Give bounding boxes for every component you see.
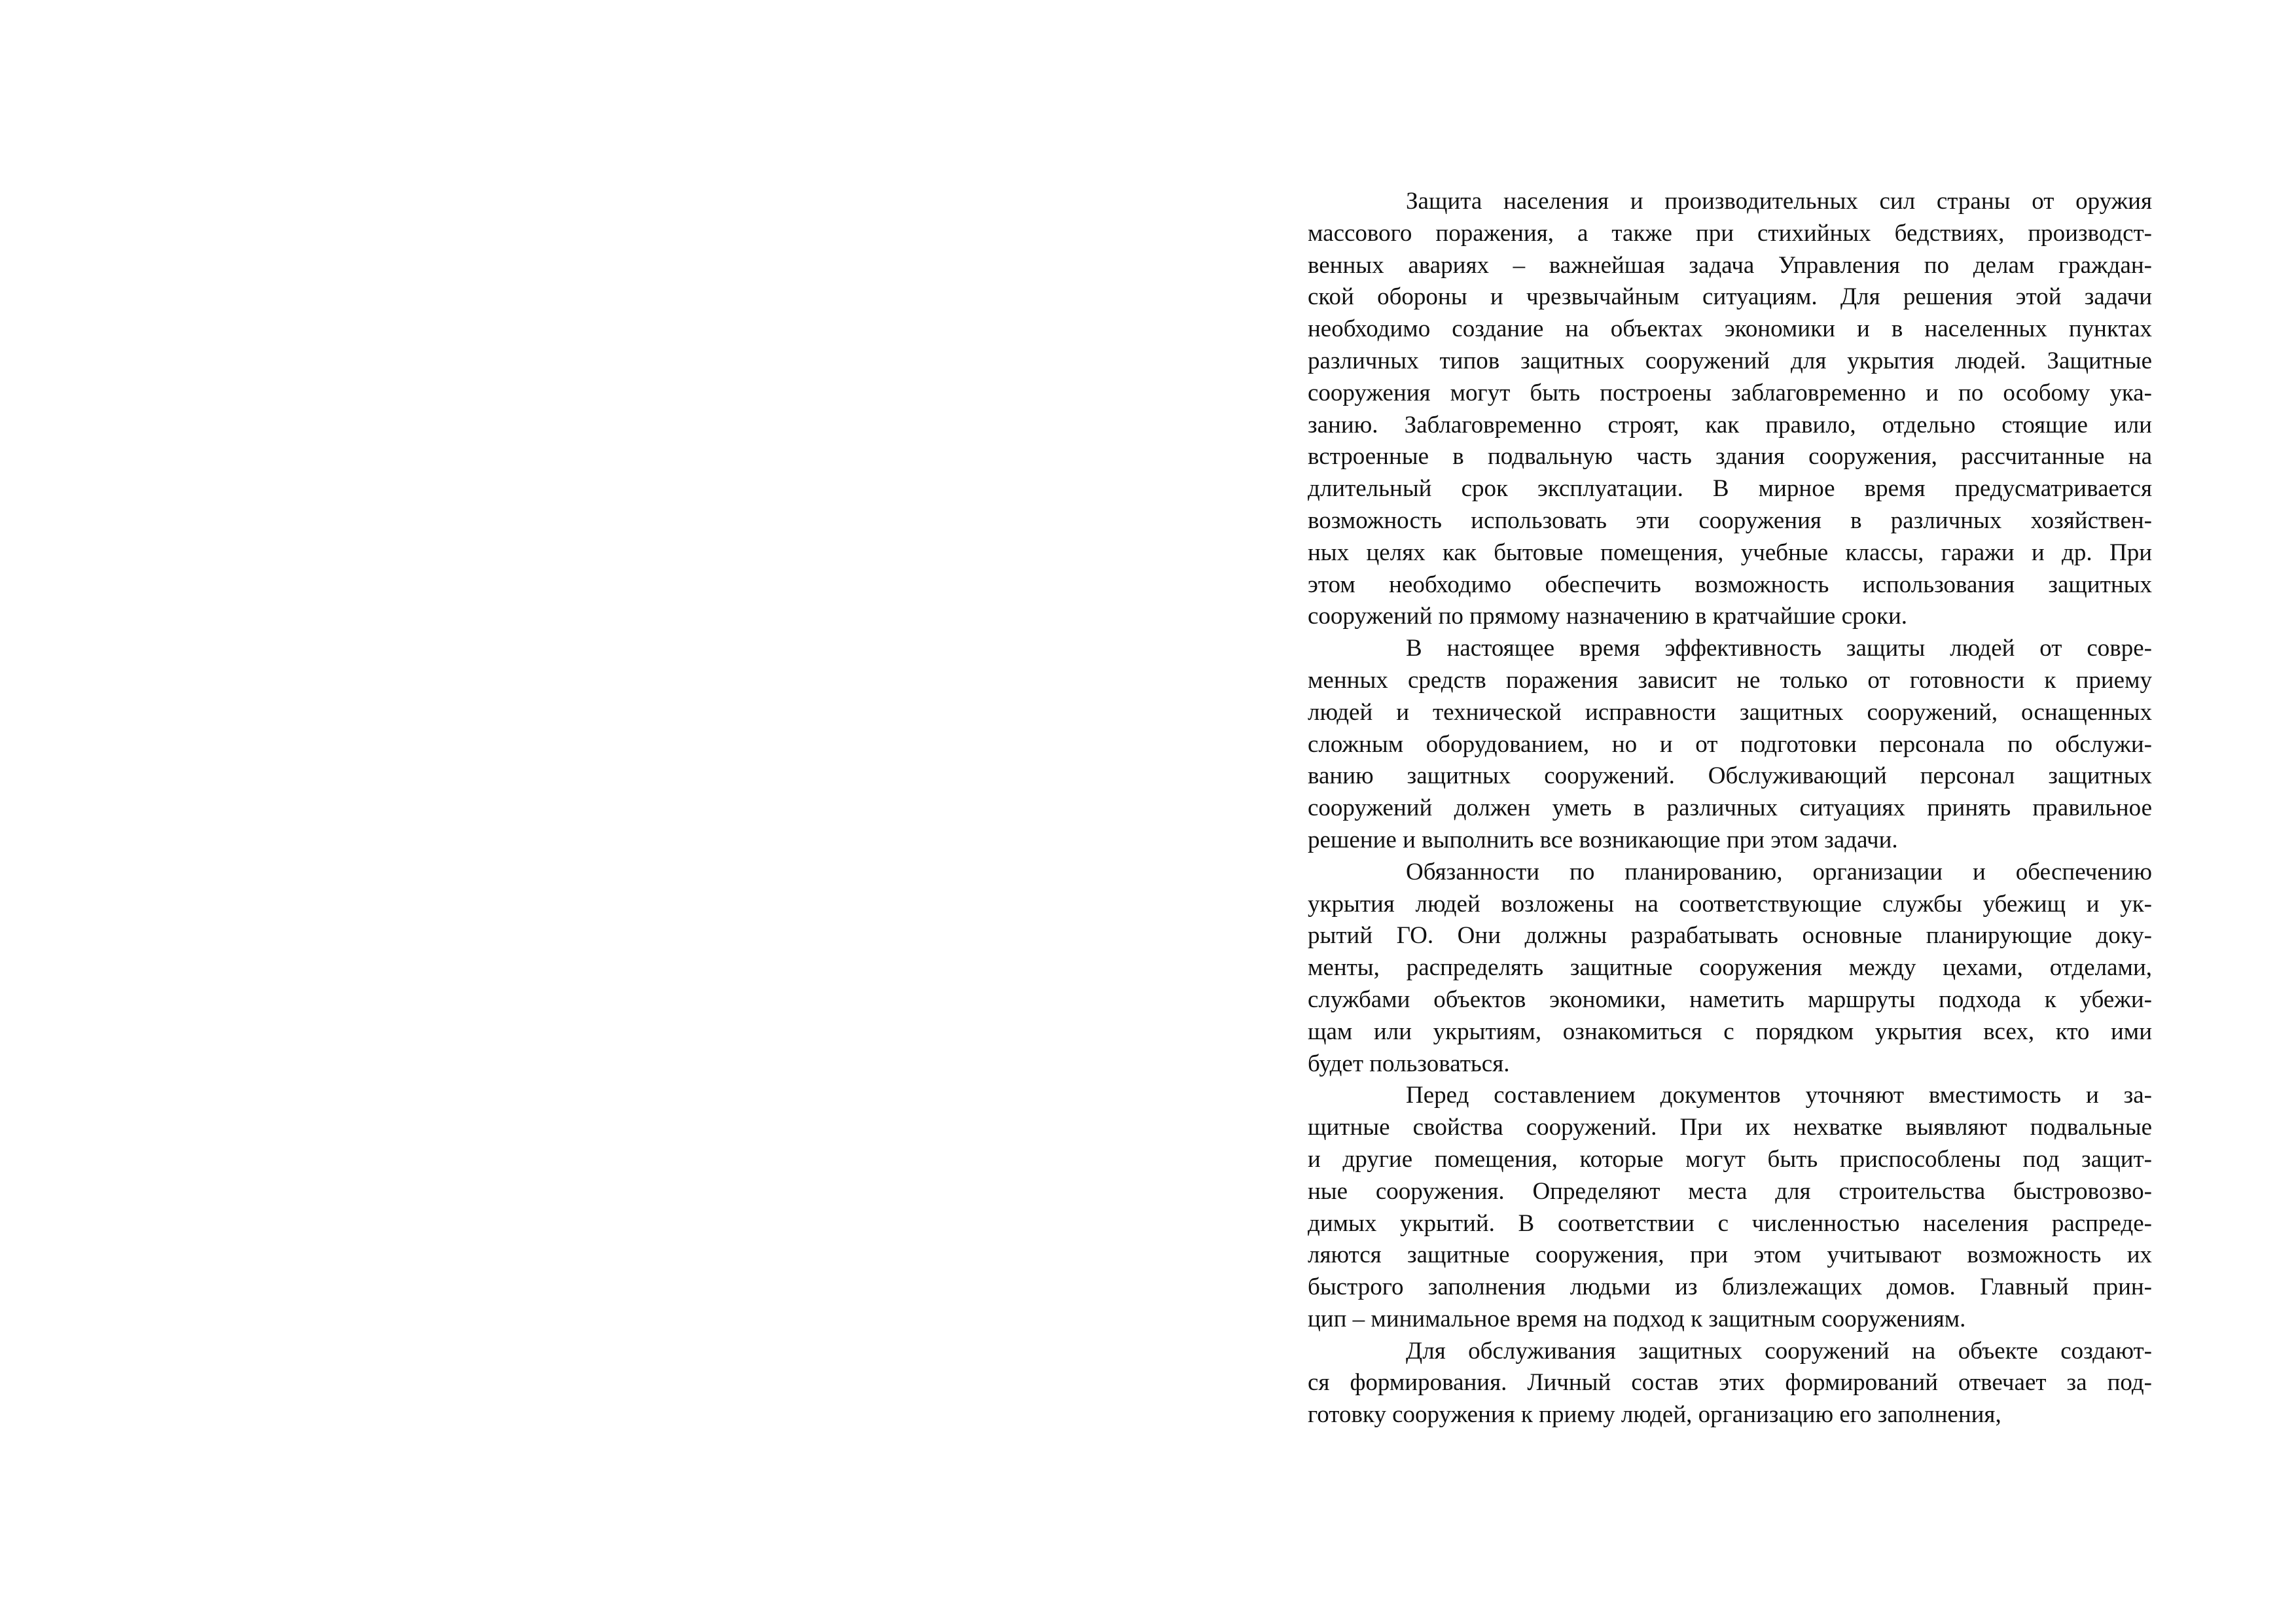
paragraph [1308, 186, 2152, 633]
text-line: щитные свойства сооружений. При их нехватке выявляют подвальные [1308, 1114, 2152, 1141]
text-line: Обязанности по планированию, организации и обеспечению [1406, 858, 2152, 885]
text-line: менных средств поражения зависит не только от готовности к приему [1308, 666, 2152, 694]
text-line: Перед составлением документов уточняют вместимость и за- [1406, 1082, 2152, 1109]
text-line: массового поражения, а также при стихийных бедствиях, производст- [1308, 219, 2152, 247]
text-line: длительный срок эксплуатации. В мирное время предусматривается [1308, 475, 2152, 503]
text-line: возможность использовать эти сооружения в различных хозяйствен- [1308, 507, 2152, 534]
text-line: ных целях как бытовые помещения, учебные классы, гаражи и др. При [1308, 539, 2152, 566]
text-line: будет пользоваться. [1308, 1050, 1510, 1077]
text-line: различных типов защитных сооружений для укрытия людей. Защитные [1308, 347, 2152, 374]
text-line: сложным оборудованием, но и от подготовки персонала по обслужи- [1308, 730, 2152, 758]
text-line: ся формирования. Личный состав этих формирований отвечает за под- [1308, 1369, 2152, 1397]
text-line: цип – минимальное время на подход к защитным сооружениям. [1308, 1305, 1966, 1332]
text-line: сооружения могут быть построены заблаговременно и по особому ука- [1308, 379, 2152, 406]
right-page [1148, 0, 2296, 1623]
body-text [1308, 186, 2152, 1431]
text-line: и другие помещения, которые могут быть приспособлены под защит- [1308, 1145, 2152, 1173]
text-line: щам или укрытиям, ознакомиться с порядком укрытия всех, кто ими [1308, 1018, 2152, 1045]
text-line: готовку сооружения к приему людей, организацию его заполнения, [1308, 1401, 2001, 1429]
text-line: ской обороны и чрезвычайным ситуациям. Для решения этой задачи [1308, 283, 2152, 311]
paragraph [1308, 633, 2152, 857]
text-line: рытий ГО. Они должны разрабатывать основные планирующие доку- [1308, 922, 2152, 950]
text-line: занию. Заблаговременно строят, как правило, отдельно стоящие или [1308, 411, 2152, 438]
text-line: быстрого заполнения людьми из близлежащих домов. Главный прин- [1308, 1274, 2152, 1301]
text-line: сооружений по прямому назначению в кратчайшие сроки. [1308, 603, 1908, 630]
text-line: Защита населения и производительных сил страны от оружия [1406, 188, 2152, 215]
text-line: венных авариях – важнейшая задача Управления по делам граждан- [1308, 251, 2152, 279]
text-line: необходимо создание на объектах экономики и в населенных пунктах [1308, 315, 2152, 343]
paragraph [1308, 857, 2152, 1080]
text-line: В настоящее время эффективность защиты людей от совре- [1406, 635, 2152, 662]
text-line: ные сооружения. Определяют места для строительства быстровозво- [1308, 1177, 2152, 1205]
text-line: службами объектов экономики, наметить маршруты подхода к убежи- [1308, 986, 2152, 1013]
text-line: ванию защитных сооружений. Обслуживающий персонал защитных [1308, 762, 2152, 790]
text-line: менты, распределять защитные сооружения между цехами, отделами, [1308, 954, 2152, 982]
text-line: ляются защитные сооружения, при этом учитывают возможность их [1308, 1241, 2152, 1269]
text-line: встроенные в подвальную часть здания сооружения, рассчитанные на [1308, 443, 2152, 471]
text-line: людей и технической исправности защитных сооружений, оснащенных [1308, 698, 2152, 726]
paragraph [1308, 1080, 2152, 1335]
text-line: этом необходимо обеспечить возможность использования защитных [1308, 571, 2152, 598]
text-line: решение и выполнить все возникающие при этом задачи. [1308, 826, 1898, 853]
text-line: Для обслуживания защитных сооружений на объекте создают- [1406, 1337, 2152, 1364]
text-line: димых укрытий. В соответствии с численностью населения распреде- [1308, 1209, 2152, 1237]
text-line: укрытия людей возложены на соответствующие службы убежищ и ук- [1308, 890, 2152, 918]
text-line: сооружений должен уметь в различных ситуациях принять правильное [1308, 794, 2152, 822]
paragraph [1308, 1336, 2152, 1431]
